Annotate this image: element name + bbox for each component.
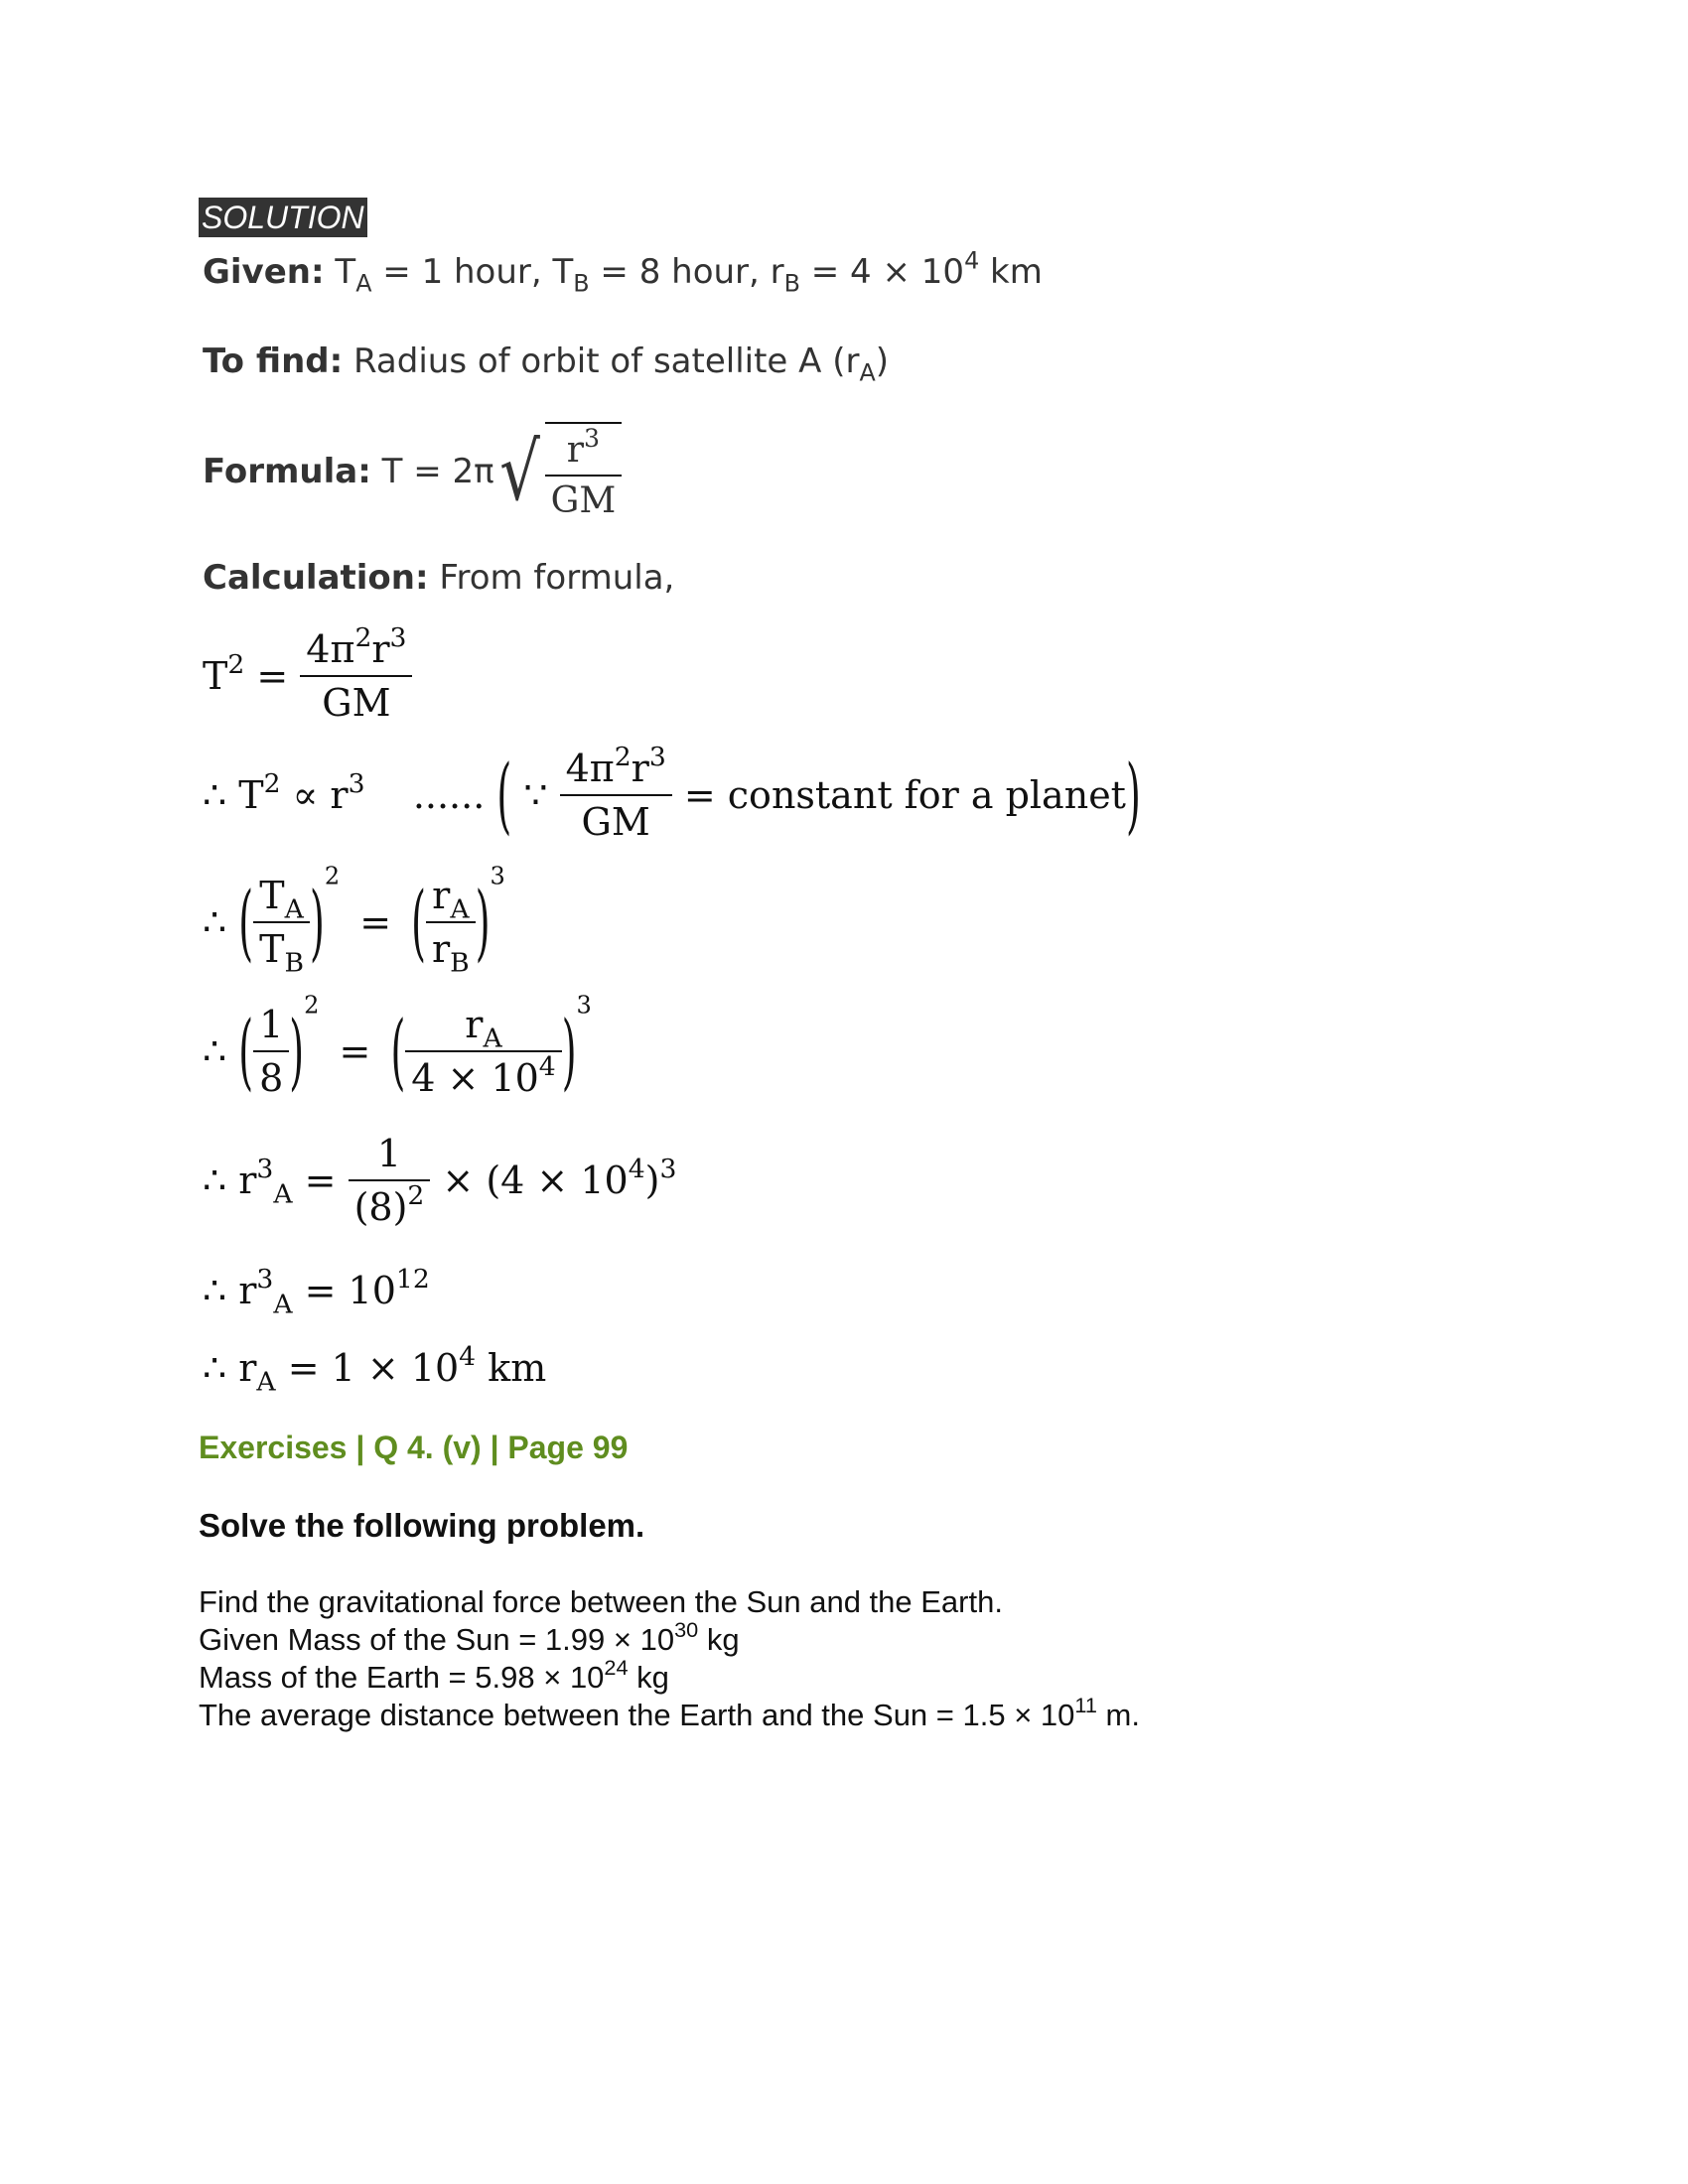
to-find-line: [203, 341, 889, 387]
eq3-den2: $r_B$: [426, 921, 476, 971]
solution-tag: SOLUTION: [199, 198, 367, 237]
eq2-numerator: $4\pi^2r^3$: [565, 742, 666, 790]
formula-lhs: T = 2π: [381, 452, 494, 491]
question-heading: Solve the following problem.: [199, 1507, 645, 1544]
eq5-numerator: 1: [376, 1132, 402, 1175]
eq5-rhs: × $(4 \times 10^4)^3$: [442, 1154, 677, 1202]
equation-7: ∴ $r_A = 1 \times 10^4$ km: [203, 1341, 547, 1398]
eq4-exp2: 3: [576, 991, 592, 1020]
equation-2: ∴ $T^2 \propto r^3$ ...... ( ∵ $\frac{4\pi^2r^3}{GM}$ = constant for a planet): [203, 742, 1141, 844]
eq3-exp1: 2: [324, 862, 341, 890]
given-line: [203, 246, 1043, 298]
equation-5: [203, 1132, 676, 1229]
given-text: $T_A = 1$ hour, $T_B = 8$ hour, $r_B = 4 \times 10^4$ km: [335, 246, 1043, 298]
problem-line: The average distance between the Earth and the Sun = $1.5 \times 10^{11}$ m.: [199, 1692, 1140, 1732]
calculation-label: Calculation:: [203, 558, 429, 598]
eq4-den1: 8: [253, 1050, 289, 1100]
eq1-denominator: GM: [300, 675, 412, 725]
eq4-num2: $r_A$: [465, 1003, 502, 1054]
equation-1: [203, 622, 412, 725]
formula-line: [203, 422, 622, 521]
eq1-lhs: $T^2$ =: [203, 649, 289, 698]
equation-4: ∴ ( $\frac{1}{8}$ )$^2$ = ( $\frac{r_A}{4 \times 10^4}$ )$^3$: [203, 991, 592, 1100]
eq4-eq: =: [339, 1029, 371, 1073]
eq1-numerator: $4\pi^2r^3$: [306, 622, 407, 671]
calculation-text: From formula,: [439, 558, 675, 598]
problem-text: [199, 1583, 1140, 1734]
eq3-exp2: 3: [490, 862, 505, 890]
problem-line: Find the gravitational force between the Sun and the Earth.: [199, 1584, 1003, 1619]
eq3-therefore: ∴: [203, 900, 227, 944]
formula-numerator: $r^3$: [566, 423, 601, 471]
eq3-num1: $T_A$: [259, 874, 304, 925]
eq5-lhs: ∴ $r^3_A$ =: [203, 1154, 337, 1210]
given-label: Given:: [203, 252, 325, 292]
equation-3: ∴ ( $\frac{T_A}{T_B}$ )$^2$ = ( $\frac{r_A}{r_B}$ )$^3$: [203, 862, 505, 979]
problem-line: Given Mass of the Sun = $1.99 \times 10^{30}$ kg: [199, 1616, 740, 1657]
eq2-lhs: ∴ $T^2 \propto r^3$ ......: [203, 768, 486, 817]
eq2-tail: = constant for a planet: [683, 773, 1126, 817]
eq5-denominator: $(8)^2$: [349, 1179, 431, 1229]
problem-line: Mass of the Earth = $5.98 \times 10^{24}$ kg: [199, 1654, 669, 1695]
eq2-denominator: GM: [560, 794, 672, 844]
eq3-num2: $r_A$: [432, 874, 470, 925]
to-find-text: Radius of orbit of satellite A $(r_A)$: [353, 341, 889, 387]
to-find-label: To find:: [203, 341, 344, 381]
eq4-therefore: ∴: [203, 1029, 227, 1073]
equation-6: ∴ $r^3_A = 10^{12}$: [203, 1264, 430, 1320]
calculation-line: [203, 558, 674, 598]
formula-label: Formula:: [203, 452, 371, 491]
eq3-den1: $T_B$: [253, 921, 310, 971]
eq4-num1: 1: [259, 1003, 284, 1046]
eq4-den2: $4 \times 10^4$: [405, 1050, 561, 1100]
eq3-eq: =: [359, 900, 392, 944]
formula-denominator: GM: [545, 475, 623, 521]
eq2-because: ∵: [523, 773, 548, 817]
eq4-exp1: 2: [304, 991, 320, 1020]
exercise-reference: Exercises | Q 4. (v) | Page 99: [199, 1430, 629, 1465]
formula-sqrt: √ $\frac{r^3}{GM}$: [494, 422, 623, 521]
